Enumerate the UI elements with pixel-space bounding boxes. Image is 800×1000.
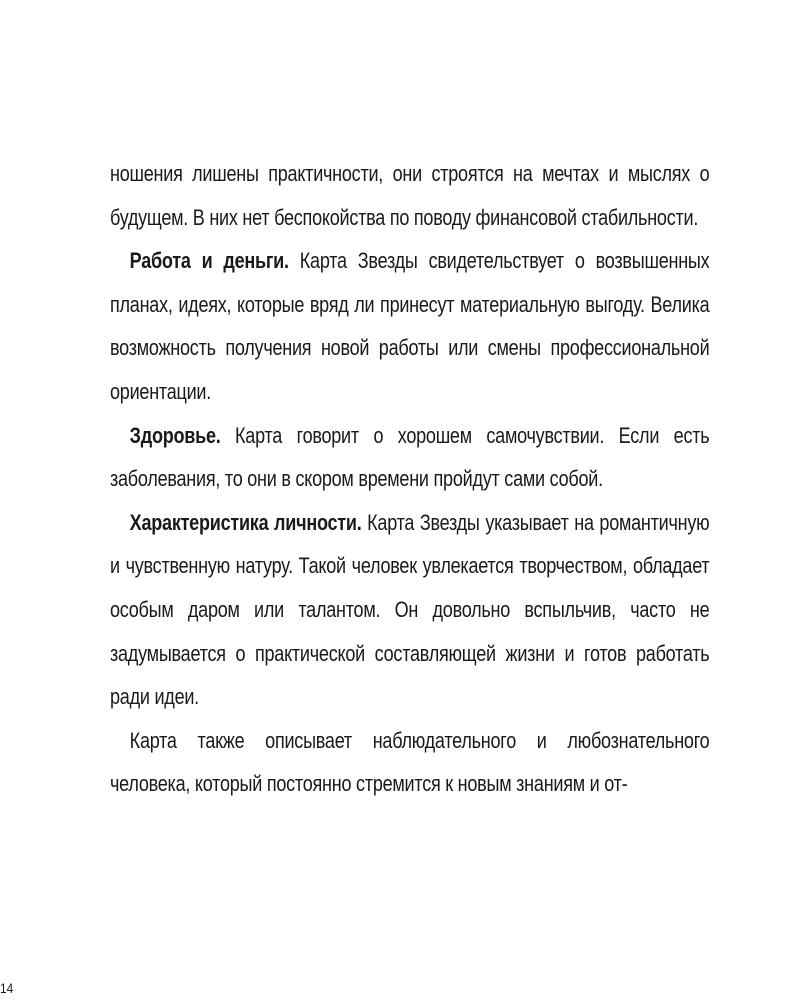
paragraph-personality <box>110 501 709 719</box>
paragraph-heading: Работа и деньги. <box>129 248 289 274</box>
paragraph-continuation <box>110 152 709 239</box>
page-number: 14 <box>0 980 14 996</box>
paragraph-heading: Характеристика личности. <box>129 509 362 535</box>
paragraph-text: Карта Звезды свидетельствует о возвышенных планах, идеях, которые вряд ли принесут материальную выгоду. Велика возможность получения новой работы или смены профессиональной ориентации. <box>110 248 710 404</box>
paragraph-text: ношения лишены практичности, они строятся на мечтах и мыслях о будущем. В них нет беспокойства по поводу финансовой стабильности. <box>110 161 710 230</box>
paragraph-text: Карта также описывает наблюдательного и любознательного человека, который постоянно стремится к новым знаниям и от- <box>110 727 710 797</box>
paragraph-text: Карта Звезды указывает на романтичную и чувственную натуру. Такой человек увлекается творчеством, обладает особым даром или талантом. Он довольно вспыльчив, часто не задумывается о практической составляющей жизни и готов работать ради идеи. <box>110 509 710 710</box>
body-text <box>110 152 710 806</box>
paragraph-health <box>110 414 709 501</box>
paragraph-heading: Здоровье. <box>129 422 221 448</box>
paragraph-work-money <box>110 239 709 413</box>
paragraph-observer <box>110 719 709 806</box>
paragraph-text: Карта говорит о хорошем самочувствии. Если есть заболевания, то они в скором времени пройдут сами собой. <box>110 422 710 492</box>
